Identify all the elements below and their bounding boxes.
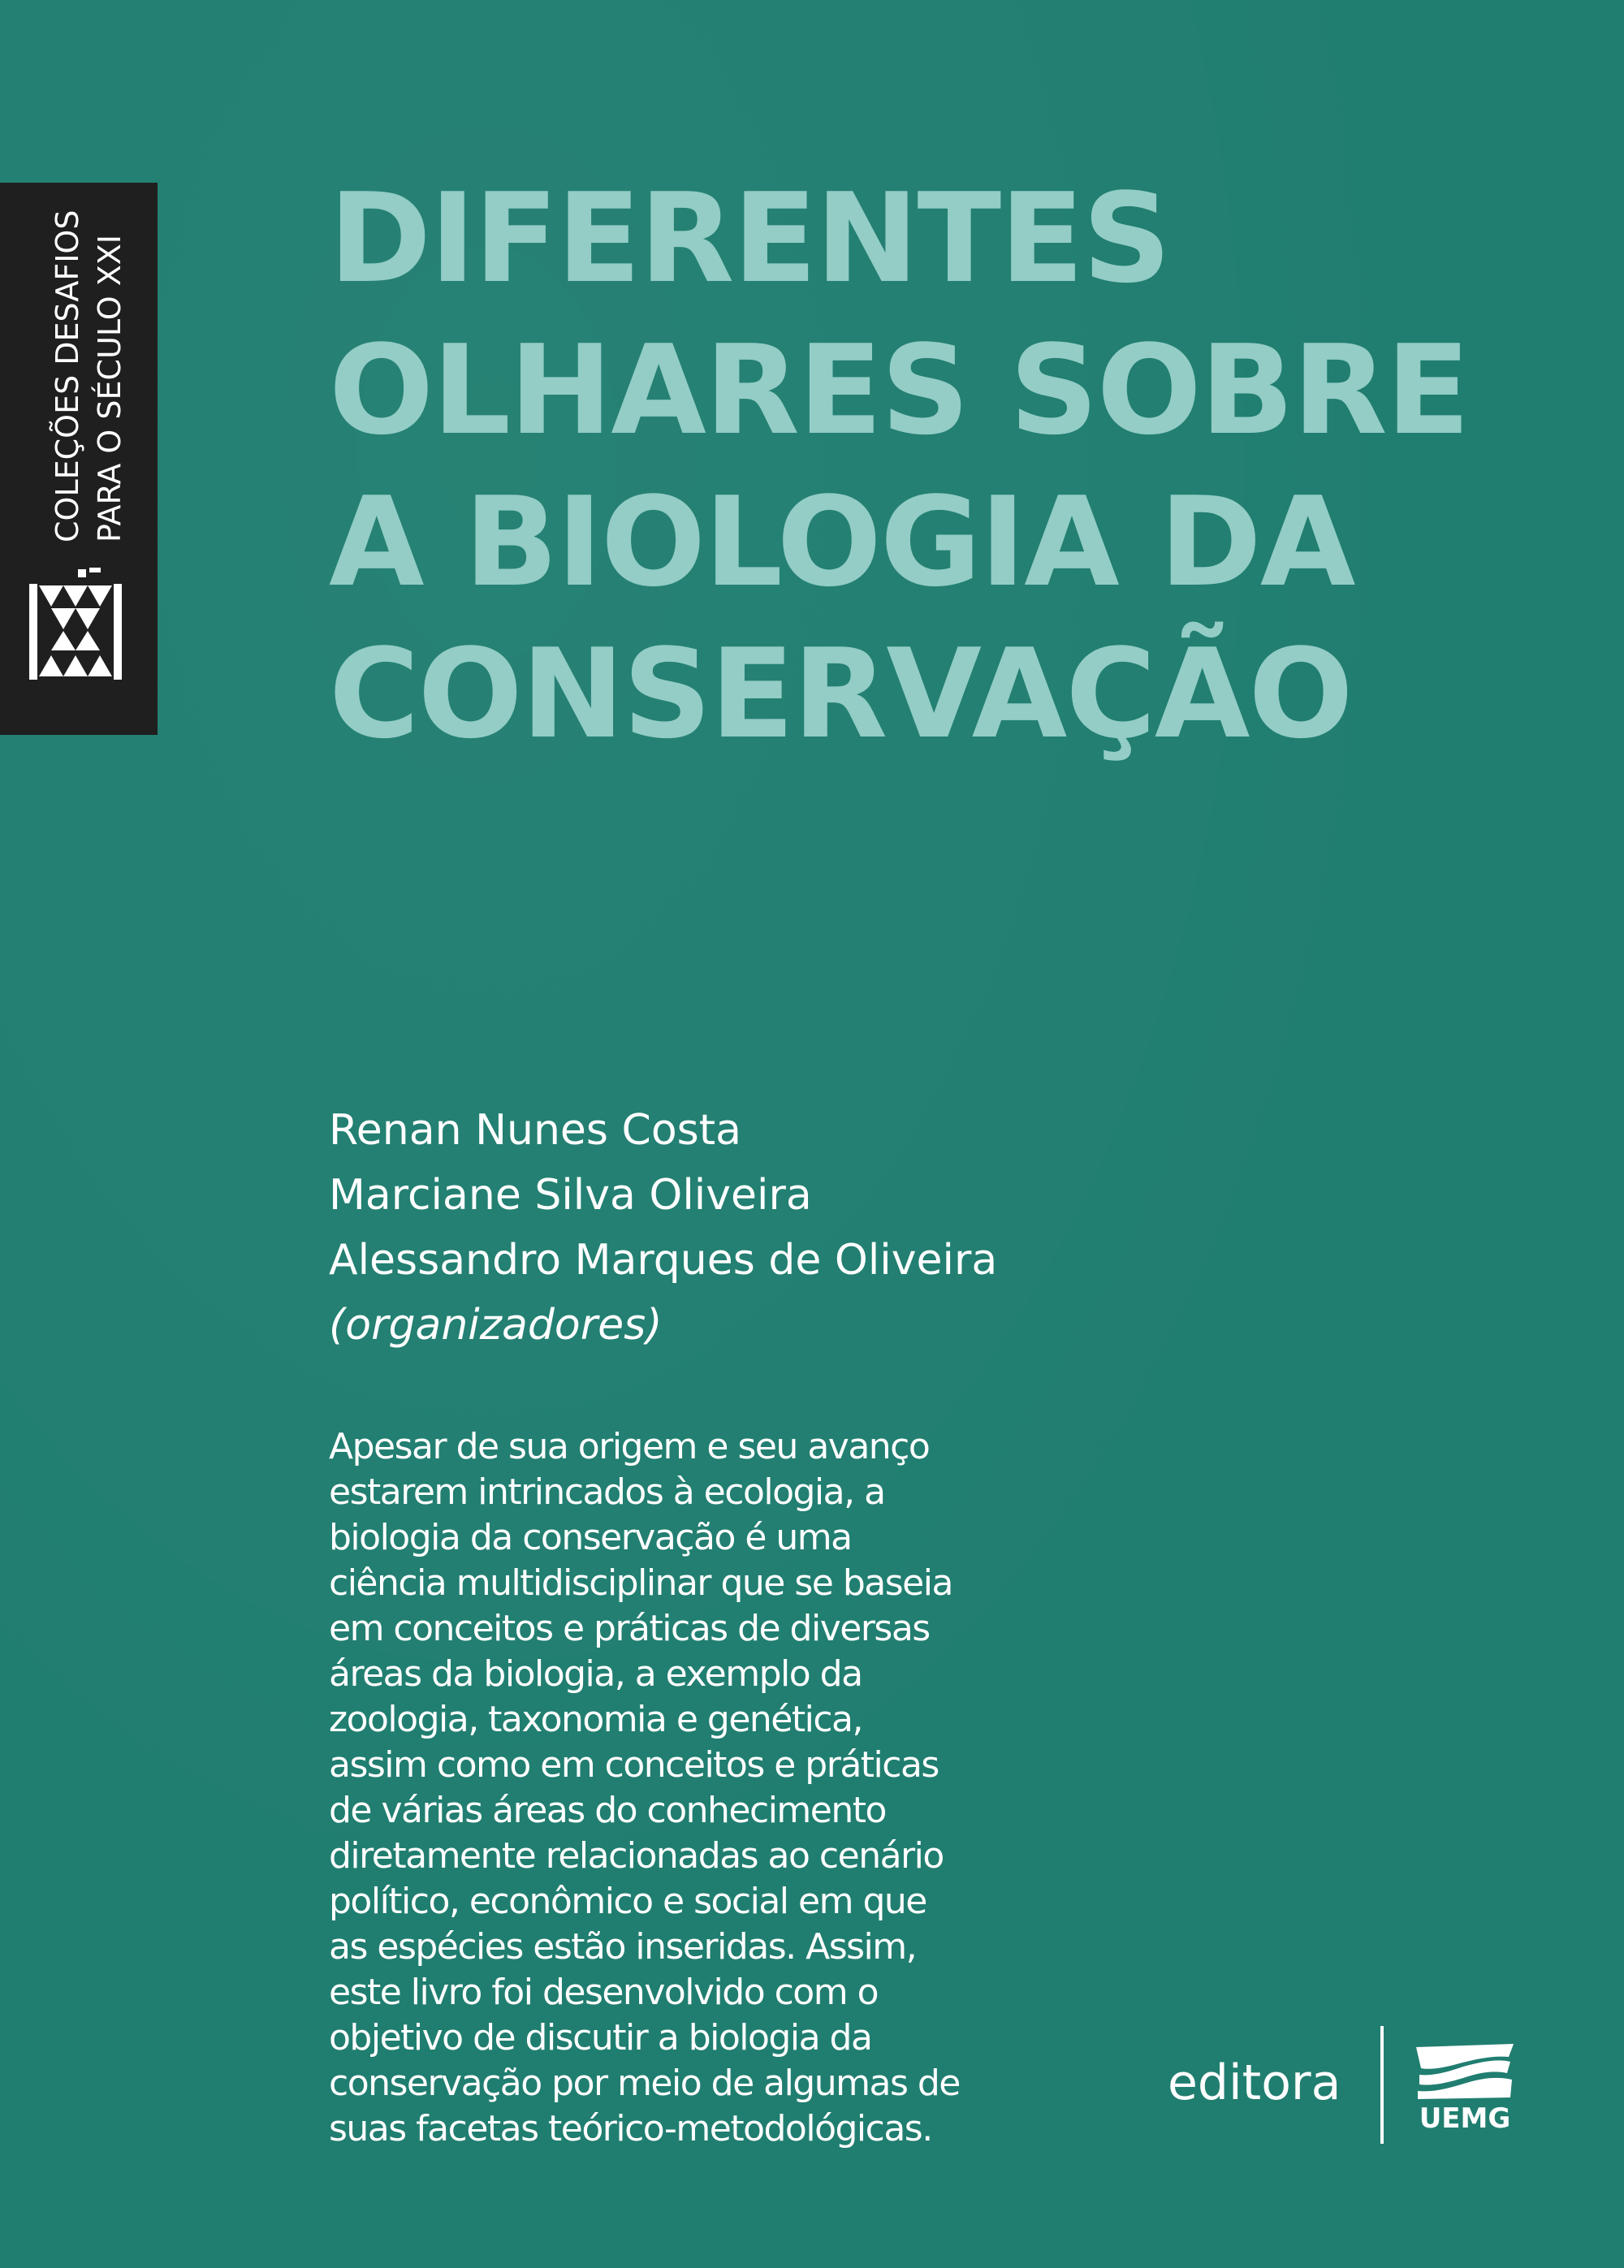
author-name: Renan Nunes Costa (329, 1106, 741, 1155)
author-name: Alessandro Marques de Oliveira (329, 1236, 998, 1285)
blurb-line: suas facetas teórico-metodológicas. (329, 2108, 932, 2149)
authors-block (329, 1098, 1384, 1358)
publisher-block (1168, 2026, 1533, 2148)
title-line-1: DIFERENTES (329, 166, 1170, 310)
blurb-line: objetivo de discutir a biologia da (329, 2017, 872, 2058)
blurb-line: de várias áreas do conhecimento (329, 1790, 886, 1831)
series-label (47, 210, 136, 542)
book-title (329, 162, 1506, 770)
uemg-logo-icon (1413, 2041, 1517, 2102)
title-line-4: CONSERVAÇÃO (329, 622, 1352, 766)
title-line-3: A BIOLOGIA DA (329, 470, 1354, 614)
blurb-line: as espécies estão inseridas. Assim, (329, 1926, 917, 1968)
blurb-line: diretamente relacionadas ao cenário (329, 1835, 944, 1877)
blurb-line: político, econômico e social em que (329, 1881, 926, 1922)
publisher-name: editora (1168, 2054, 1341, 2111)
blurb-line: este livro foi desenvolvido com o (329, 1972, 878, 2013)
publisher-divider (1380, 2026, 1384, 2144)
author-name: Marciane Silva Oliveira (329, 1171, 812, 1220)
blurb-line: assim como em conceitos e práticas (329, 1744, 939, 1786)
uemg-logo-text: UEMG (1419, 2102, 1511, 2135)
blurb-line: estarem intrincados à ecologia, a (329, 1471, 885, 1513)
blurb-line: conservação por meio de algumas de (329, 2063, 960, 2104)
series-logo-icon (28, 566, 125, 696)
blurb-line: áreas da biologia, a exemplo da (329, 1653, 862, 1695)
title-line-2: OLHARES SOBRE (329, 318, 1469, 462)
author-role: (organizadores) (329, 1301, 663, 1350)
blurb-line: zoologia, taxonomia e genética, (329, 1699, 862, 1740)
blurb-line: ciência multidisciplinar que se baseia (329, 1562, 952, 1604)
series-line-2: PARA O SÉCULO XXI (92, 235, 127, 542)
series-line-1: COLEÇÕES DESAFIOS (50, 210, 85, 542)
blurb-line: em conceitos e práticas de diversas (329, 1608, 930, 1649)
blurb-line: Apesar de sua origem e seu avanço (329, 1426, 930, 1467)
blurb-line: biologia da conservação é uma (329, 1517, 852, 1558)
book-blurb (329, 1424, 1060, 2152)
